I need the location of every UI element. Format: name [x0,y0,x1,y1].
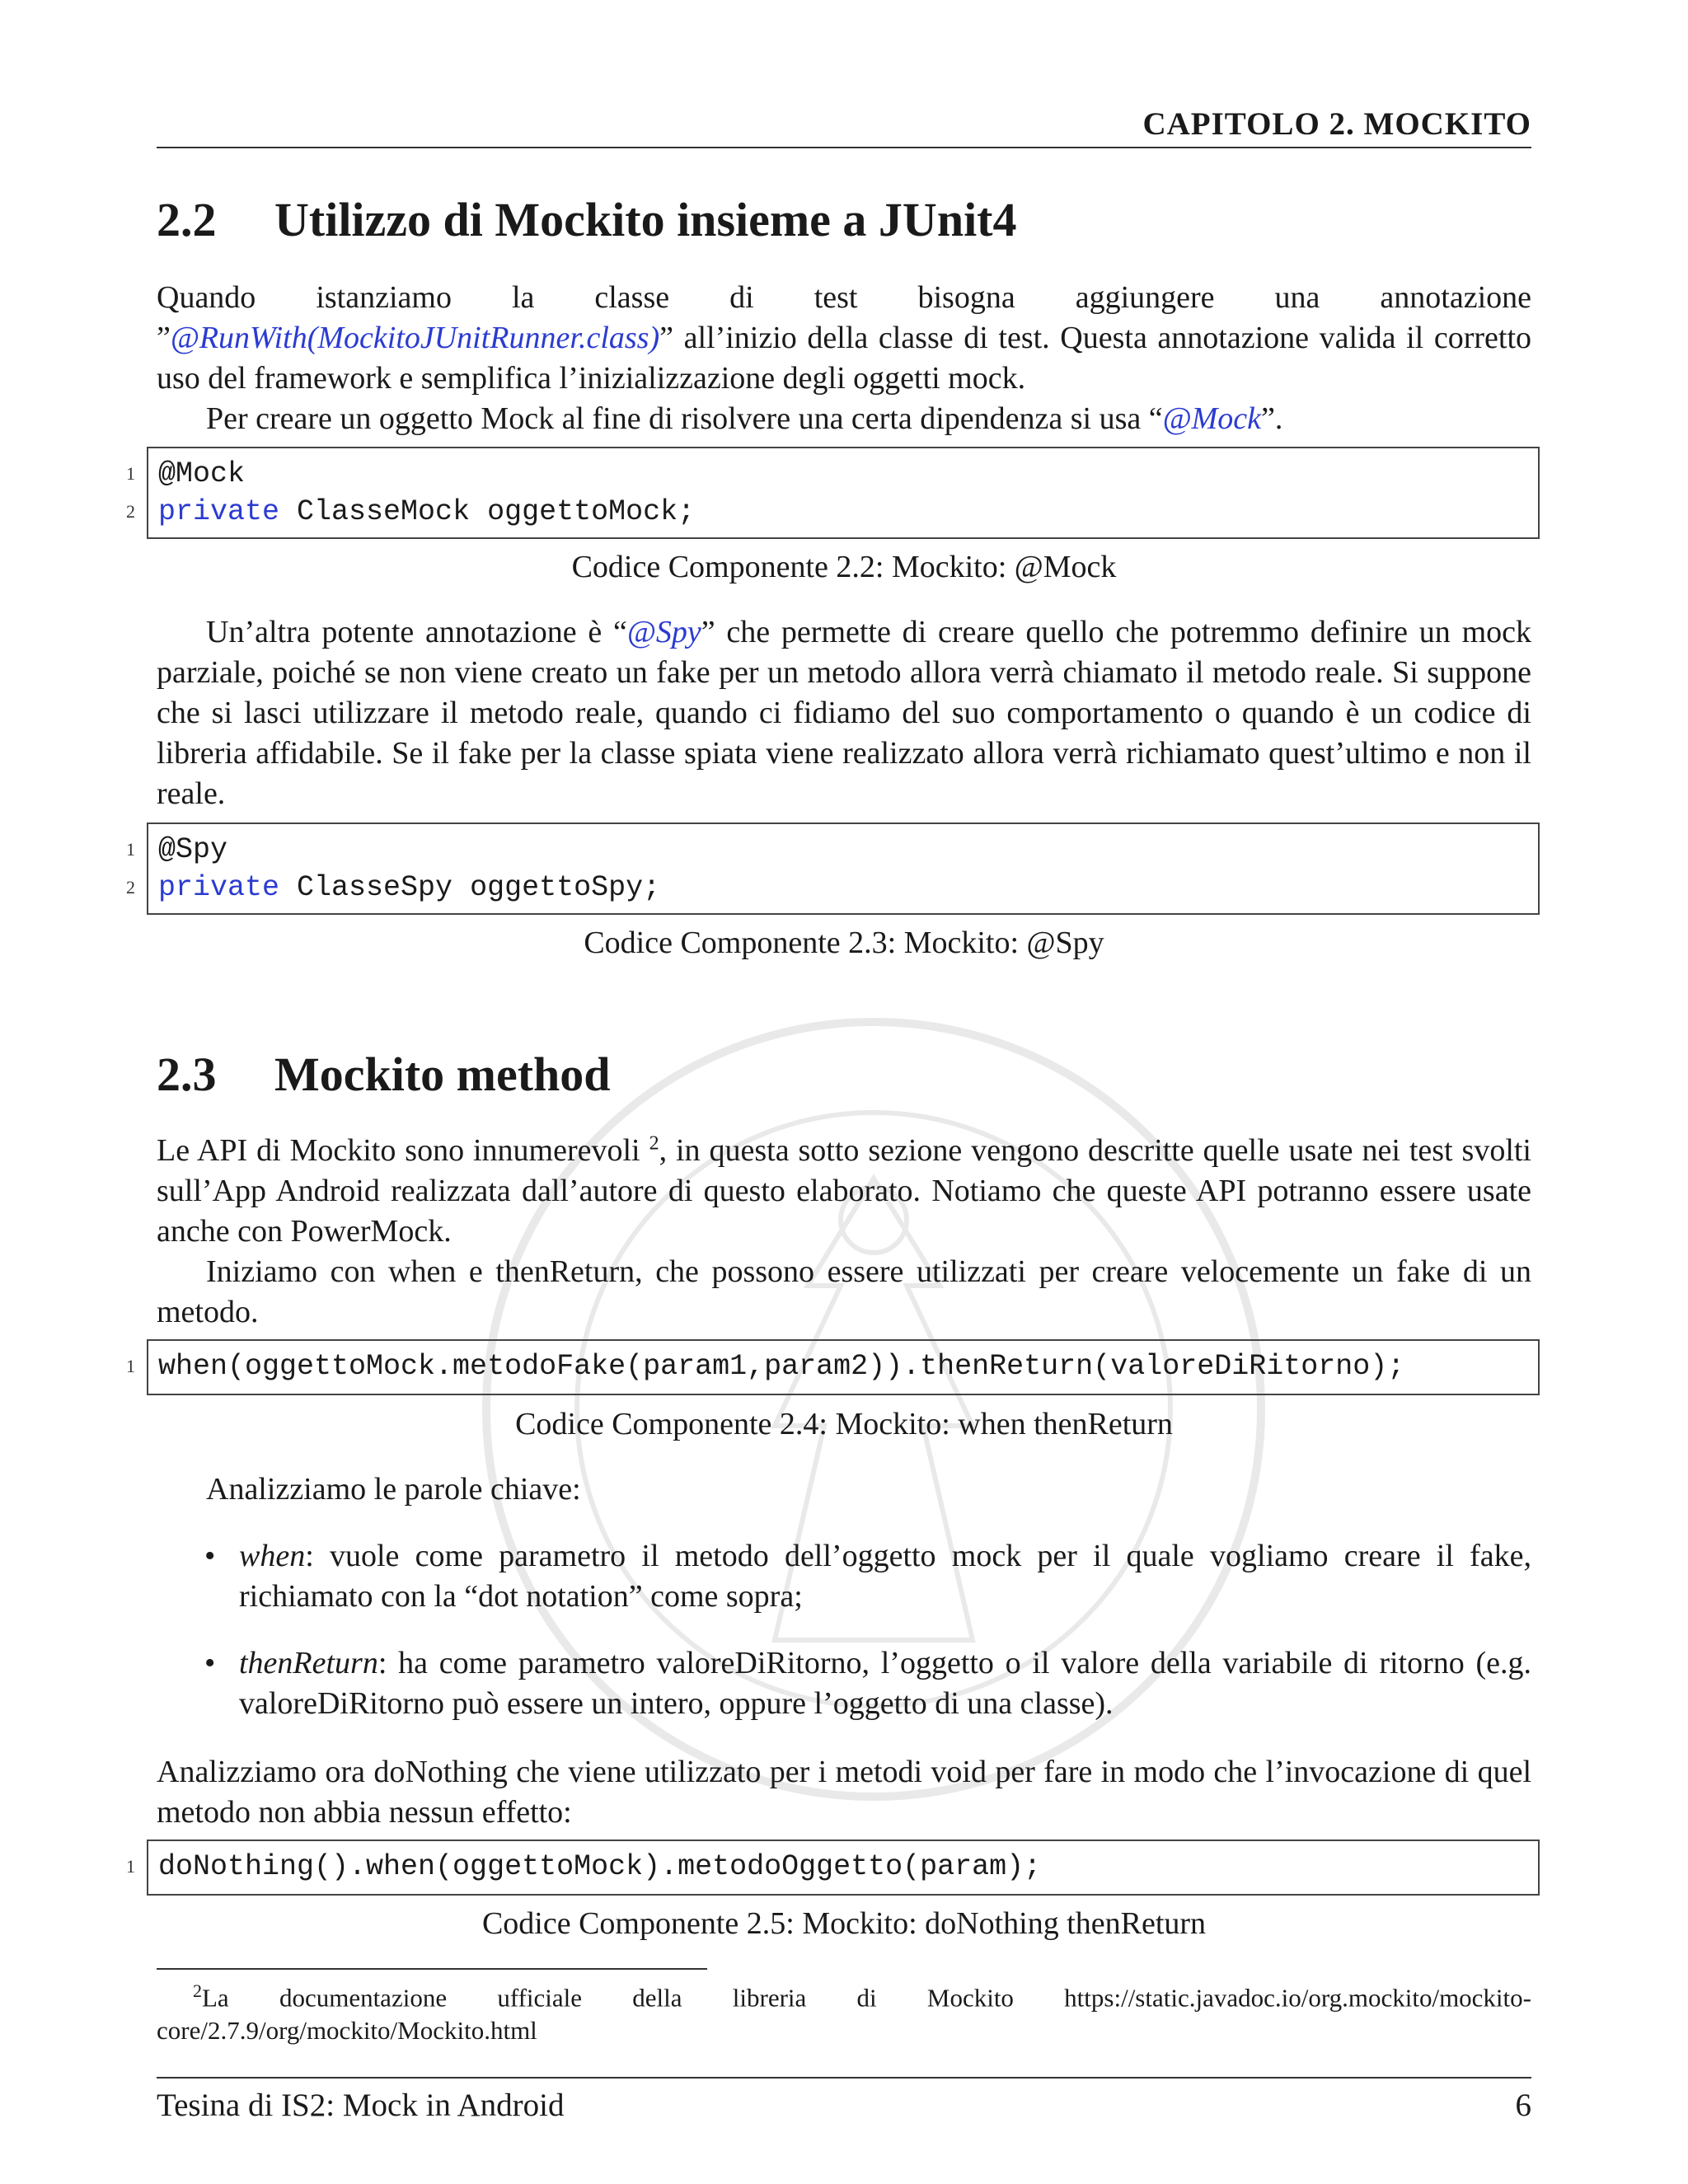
footnote-marker[interactable]: 2 [649,1132,659,1155]
code-line [126,869,1528,907]
keyword-list [157,1536,1531,1750]
code-caption: Codice Componente 2.5: Mockito: doNothing thenReturn [481,1906,1207,1941]
section-title: Utilizzo di Mockito insieme a JUnit4 [274,193,1017,246]
list-term: when [239,1539,306,1573]
text: ” all’inizio della classe di test. Questa annotazione valida il corretto uso del framework e semplifica l’inizializzazione degli oggetti mock. [157,321,1531,396]
text: ” che permette di creare quello che potremmo definire un mock parziale, poiché se non viene creato un fake per un metodo allora verrà chiamato il metodo reale. Si suppone che si lasci utilizzare il metodo reale, quando ci fidiamo del suo comportamento o quando è un codice di libreria affidabile. Se il fake per la classe spiata viene realizzato allora verrà richiamato quest’ultimo e non il reale. [157,615,1531,811]
footnote [157,1975,1531,2047]
section-heading-2-3 [157,1047,611,1101]
runwith-link[interactable]: @RunWith(MockitoJUnitRunner.class) [170,321,660,355]
code-text: @Spy [158,833,228,866]
code-line [126,1347,1528,1385]
footnote-mark: 2 [193,1980,202,2001]
footnote-rule [157,1968,707,1970]
code-text: @Mock [158,457,246,490]
section-number: 2.2 [157,193,217,246]
code-caption: Codice Componente 2.4: Mockito: when thenReturn [515,1407,1173,1441]
line-number: 1 [126,1356,135,1376]
list-text: : vuole come parametro il metodo dell’oggetto mock per il quale vogliamo creare il fake, richiamato con la “dot notation” come sopra; [239,1539,1531,1614]
code-listing-donothing [126,1840,1540,1896]
code-text: doNothing().when(oggettoMock).metodoOggetto(param); [158,1850,1042,1883]
code-text: ClasseSpy oggettoSpy; [279,871,661,904]
code-line [126,455,1528,493]
code-text: when(oggettoMock.metodoFake(param1,param2)).thenReturn(valoreDiRitorno); [158,1350,1405,1383]
list-item [157,1536,1531,1617]
text: , in questa sotto sezione vengono descritte quelle usate nei test svolti sull’App Android realizzata dall’autore di questo elaborato. Notiamo che queste API potranno essere usate anche con PowerMock. [157,1133,1531,1249]
bullet-icon: • [204,1646,216,1680]
paragraph: Iniziamo con when e thenReturn, che possono essere utilizzati per creare velocemente un fake di un metodo. [157,1254,1531,1329]
code-text: ClasseMock oggettoMock; [279,495,696,528]
code-caption: Codice Componente 2.2: Mockito: @Mock [571,550,1117,584]
keyword: private [158,495,280,528]
keyword: private [158,871,280,904]
code-line [126,493,1528,531]
code-listing-when [126,1339,1540,1395]
code-caption: Codice Componente 2.3: Mockito: @Spy [584,926,1104,960]
section-title: Mockito method [274,1047,611,1101]
list-term: thenReturn [239,1646,378,1680]
text: Per creare un oggetto Mock al fine di risolvere una certa dipendenza si usa “ [206,401,1163,436]
paragraph [157,399,1531,439]
paragraph [157,1131,1531,1252]
code-listing-spy [126,823,1540,915]
code-line [126,1848,1528,1886]
section-heading-2-2 [157,193,1017,246]
paragraph: Analizziamo ora doNothing che viene utilizzato per i metodi void per fare in modo che l’invocazione di quel metodo non abbia nessun effetto: [157,1755,1531,1830]
text: Un’altra potente annotazione è “ [206,615,627,649]
list-item [157,1643,1531,1724]
bullet-icon: • [204,1539,216,1573]
running-header: CAPITOLO 2. MOCKITO [1142,106,1531,142]
footer-rule [157,2077,1531,2079]
spy-link[interactable]: @Spy [626,615,701,649]
page-number: 6 [1515,2088,1531,2123]
section-number: 2.3 [157,1047,217,1101]
text: Quando istanziamo la classe di test bisogna aggiungere una annotazione ” [157,280,1531,355]
header-rule [157,147,1531,148]
line-number: 1 [126,839,135,860]
text: Le API di Mockito sono innumerevoli [157,1133,649,1168]
line-number: 1 [126,1856,135,1877]
code-line [126,831,1528,869]
paragraph [157,278,1531,399]
line-number: 2 [126,501,135,522]
paragraph: Analizziamo le parole chiave: [206,1472,581,1507]
text: ”. [1260,401,1283,436]
footnote-text[interactable]: La documentazione ufficiale della libreria di Mockito https://static.javadoc.io/org.mockito/mockito-core/2.7.9/org/mockito/Mockito.html [157,1983,1531,2046]
line-number: 1 [126,463,135,484]
list-text: : ha come parametro valoreDiRitorno, l’oggetto o il valore della variabile di ritorno (e.g. valoreDiRitorno può essere un intero, oppure l’oggetto di una classe). [239,1646,1531,1721]
paragraph [157,612,1531,814]
footer-title: Tesina di IS2: Mock in Android [157,2088,565,2123]
code-listing-mock [126,447,1540,539]
mock-link[interactable]: @Mock [1162,401,1261,436]
line-number: 2 [126,877,135,898]
